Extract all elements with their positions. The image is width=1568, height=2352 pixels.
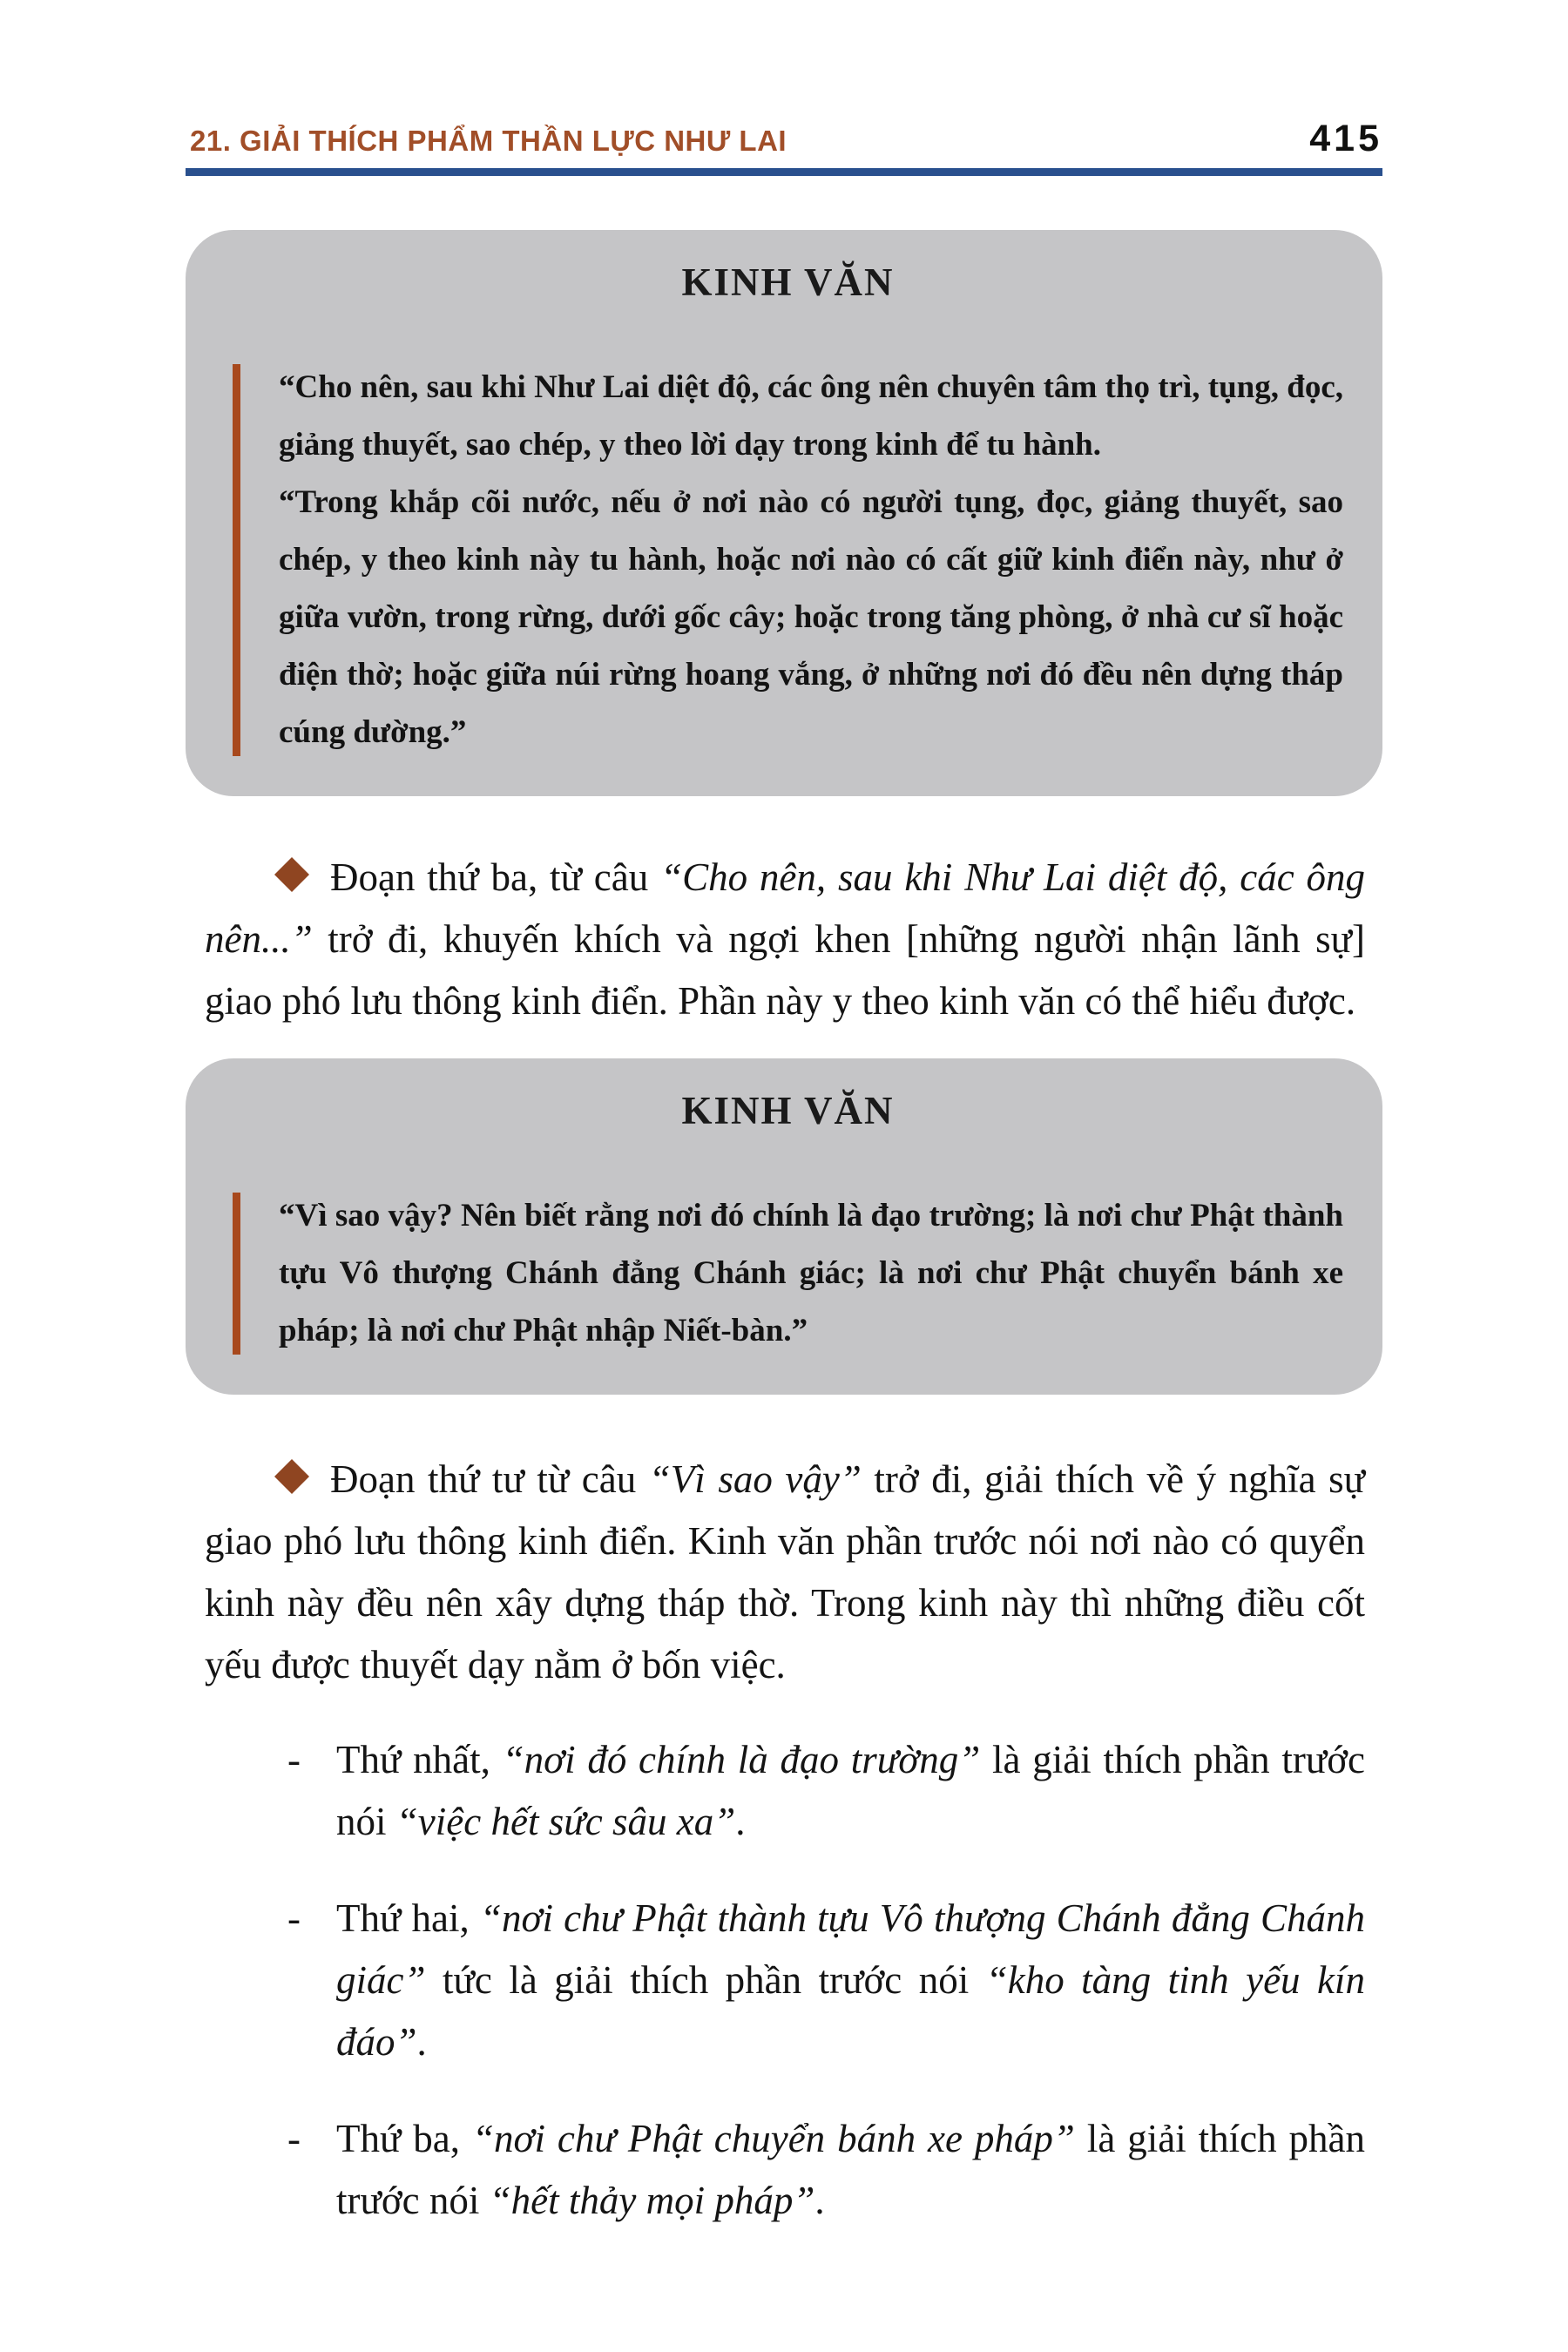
scripture-box-title: KINH VĂN [681, 1089, 895, 1132]
list-item-1 [287, 1729, 1365, 1853]
list-segment: . [814, 2179, 825, 2222]
scripture-box-1 [186, 230, 1382, 796]
list-segment: . [735, 1800, 746, 1843]
list-item-3 [287, 2108, 1365, 2232]
quote-bar [233, 1193, 240, 1355]
page-number: 415 [1309, 118, 1382, 159]
list-segment: là giải thích phần trước nói [336, 1738, 1366, 1843]
dash-bullet: - [287, 2117, 301, 2160]
list-segment: tức là giải thích phần trước nói [425, 1958, 986, 2002]
commentary-segment: Đoạn thứ tư từ câu [330, 1457, 649, 1501]
commentary-segment: Đoạn thứ ba, từ câu [330, 855, 661, 899]
explanation-list [186, 1729, 1382, 2232]
commentary-segment-italic: “Cho nên, sau khi Như Lai diệt độ, các ông nên...” [205, 855, 1365, 961]
quote-text [279, 359, 1343, 761]
header-rule [186, 168, 1382, 176]
commentary-segment-italic: “Vì sao vậy” [648, 1457, 862, 1501]
quote-paragraph: “Trong khắp cõi nước, nếu ở nơi nào có người tụng, đọc, giảng thuyết, sao chép, y theo kinh này tu hành, hoặc nơi nào có cất giữ kinh điển này, như ở giữa vườn, trong rừng, dưới gốc cây; hoặc trong tăng phòng, ở nhà cư sĩ hoặc điện thờ; hoặc giữa núi rừng hoang vắng, ở những nơi đó đều nên dựng tháp cúng dường.” [279, 484, 1343, 750]
chapter-title: 21. GIẢI THÍCH PHẨM THẦN LỰC NHƯ LAI [190, 125, 787, 157]
list-segment-italic: “nơi đó chính là đạo trường” [502, 1738, 981, 1781]
scripture-box-title: KINH VĂN [681, 260, 895, 304]
list-segment: Thứ nhất, [336, 1738, 503, 1781]
diamond-bullet-icon [274, 857, 309, 892]
diamond-bullet-icon [274, 1459, 309, 1494]
list-segment-italic: “hết thảy mọi pháp” [489, 2179, 815, 2222]
quote-paragraph: “Vì sao vậy? Nên biết rằng nơi đó chính là đạo trường; là nơi chư Phật thành tựu Vô thượng Chánh đẳng Chánh giác; là nơi chư Phật chuyển bánh xe pháp; là nơi chư Phật nhập Niết-bàn.” [279, 1198, 1343, 1348]
list-segment-italic: “việc hết sức sâu xa” [395, 1800, 736, 1843]
quote-paragraph: “Cho nên, sau khi Như Lai diệt độ, các ông nên chuyên tâm thọ trì, tụng, đọc, giảng thuyết, sao chép, y theo lời dạy trong kinh để tu hành. [279, 369, 1343, 463]
list-segment-italic: “nơi chư Phật chuyển bánh xe pháp” [471, 2117, 1075, 2160]
quote-text [279, 1187, 1343, 1360]
list-segment: Thứ ba, [336, 2117, 472, 2160]
commentary-segment: trở đi, khuyến khích và ngợi khen [những người nhận lãnh sự] giao phó lưu thông kinh điển. Phần này y theo kinh văn có thể hiểu được. [205, 917, 1365, 1023]
commentary-paragraph-2 [205, 1449, 1365, 1696]
quote-bar [233, 364, 240, 756]
commentary-segment: trở đi, giải thích về ý nghĩa sự giao phó lưu thông kinh điển. Kinh văn phần trước nói nơi nào có quyển kinh này đều nên xây dựng tháp thờ. Trong kinh này thì những điều cốt yếu được thuyết dạy nằm ở bốn việc. [205, 1457, 1365, 1686]
page-content [186, 0, 1382, 2267]
list-segment: . [416, 2020, 427, 2064]
list-segment-italic: “kho tàng tinh yếu kín đáo” [336, 1958, 1365, 2064]
commentary-paragraph-1 [205, 847, 1365, 1032]
list-segment: là giải thích phần trước nói [336, 2117, 1366, 2222]
dash-bullet: - [287, 1738, 301, 1781]
scripture-box-2 [186, 1058, 1382, 1395]
running-header [186, 0, 1382, 158]
list-segment-italic: “nơi chư Phật thành tựu Vô thượng Chánh đẳng Chánh giác” [336, 1896, 1365, 2002]
dash-bullet: - [287, 1896, 301, 1940]
scripture-quote [233, 359, 1343, 761]
list-item-2 [287, 1888, 1365, 2073]
scripture-quote [233, 1187, 1343, 1360]
list-segment: Thứ hai, [336, 1896, 480, 1940]
